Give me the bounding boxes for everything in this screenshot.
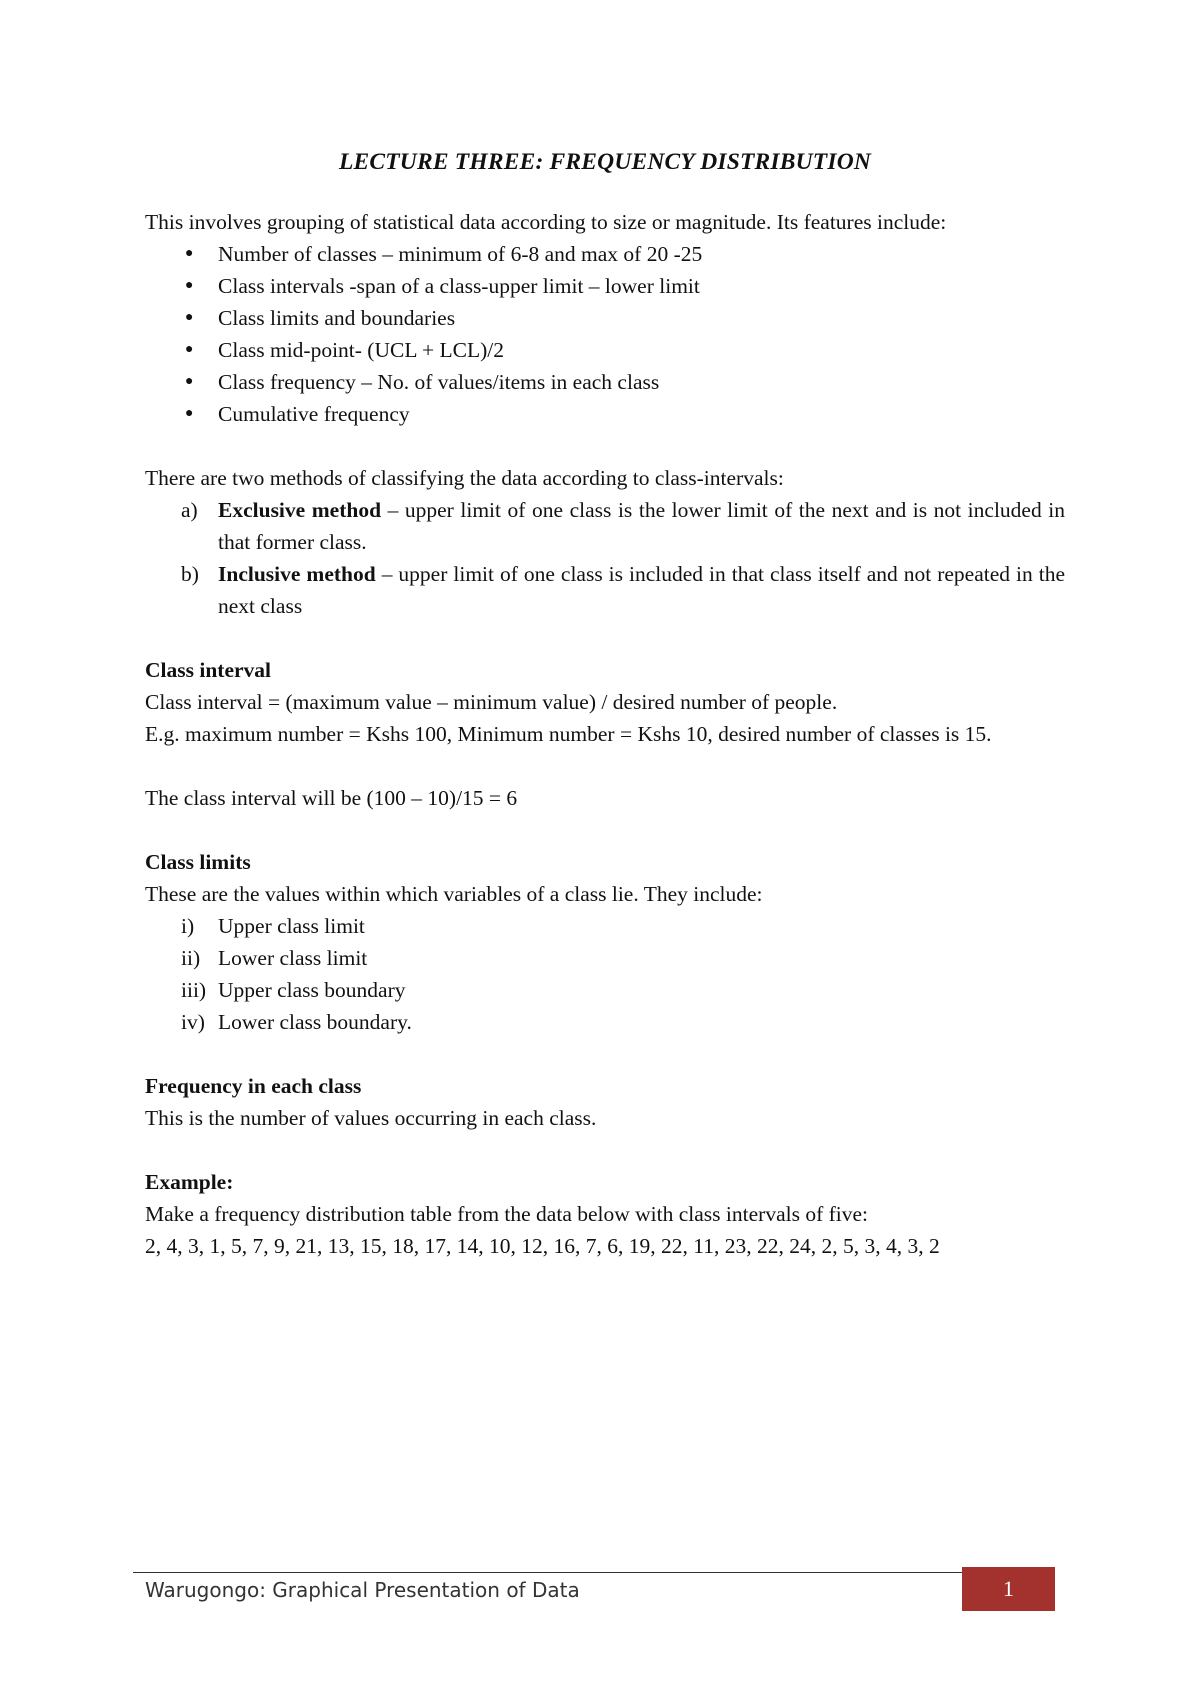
- list-item: [145, 974, 1065, 1006]
- list-item-text: Upper class limit: [218, 914, 365, 938]
- method-term: Exclusive method: [218, 498, 382, 522]
- list-item: ● Class frequency – No. of values/items in each class: [145, 366, 1065, 398]
- class-interval-result: The class interval will be (100 – 10)/15 = 6: [145, 786, 518, 810]
- footer-divider: [133, 1572, 1055, 1573]
- list-item: [145, 942, 1065, 974]
- section-heading-class-interval: Class interval: [145, 658, 272, 682]
- list-marker: iv): [181, 1010, 205, 1034]
- section-heading-class-limits: Class limits: [145, 850, 251, 874]
- list-item-text: Lower class boundary.: [218, 1010, 412, 1034]
- list-marker: a): [181, 498, 198, 522]
- list-marker: b): [181, 562, 199, 586]
- list-item: ● Class limits and boundaries: [145, 302, 1065, 334]
- list-marker: iii): [181, 978, 207, 1002]
- method-term: Inclusive method: [218, 562, 376, 586]
- section-heading-frequency: Frequency in each class: [145, 1074, 362, 1098]
- methods-list: [145, 494, 1065, 622]
- class-limits-list: [145, 910, 1065, 1038]
- class-limits-text: These are the values within which variables of a class lie. They include:: [145, 882, 763, 906]
- method-text: – upper limit of one class is included in that class itself and not repeated in the next class: [218, 562, 1065, 618]
- list-item: ● Cumulative frequency: [145, 398, 1065, 430]
- list-item: ● Class intervals -span of a class-upper limit – lower limit: [145, 270, 1065, 302]
- list-item: [145, 1006, 1065, 1038]
- features-list: [145, 238, 1065, 430]
- list-item: ● Class mid-point- (UCL + LCL)/2: [145, 334, 1065, 366]
- methods-intro: There are two methods of classifying the data according to class-intervals:: [145, 466, 784, 490]
- example-data: 2, 4, 3, 1, 5, 7, 9, 21, 13, 15, 18, 17, 14, 10, 12, 16, 7, 6, 19, 22, 11, 23, 22, 24, 2, 5, 3, 4, 3, 2: [145, 1234, 940, 1258]
- class-interval-formula: Class interval = (maximum value – minimum value) / desired number of people.: [145, 690, 838, 714]
- page-number-badge: 1: [962, 1567, 1055, 1611]
- method-text: – upper limit of one class is the lower limit of the next and is not included in that former class.: [218, 498, 1065, 554]
- page-content: [145, 146, 1065, 1262]
- list-item-text: Upper class boundary: [218, 978, 406, 1002]
- list-item-text: Lower class limit: [218, 946, 368, 970]
- class-interval-example: E.g. maximum number = Kshs 100, Minimum number = Kshs 10, desired number of classes is 15.: [145, 722, 992, 746]
- intro-paragraph: This involves grouping of statistical data according to size or magnitude. Its features include:: [145, 210, 947, 234]
- list-item: ● Number of classes – minimum of 6-8 and max of 20 -25: [145, 238, 1065, 270]
- list-item: [145, 494, 1065, 558]
- list-marker: i): [181, 914, 195, 938]
- list-item: [145, 910, 1065, 942]
- list-item: [145, 558, 1065, 622]
- footer-text: Warugongo: Graphical Presentation of Data: [145, 1578, 580, 1602]
- page-title: LECTURE THREE: FREQUENCY DISTRIBUTION: [338, 149, 872, 175]
- frequency-text: This is the number of values occurring in each class.: [145, 1106, 597, 1130]
- list-marker: ii): [181, 946, 201, 970]
- example-text: Make a frequency distribution table from the data below with class intervals of five:: [145, 1202, 869, 1226]
- section-heading-example: Example:: [145, 1170, 234, 1194]
